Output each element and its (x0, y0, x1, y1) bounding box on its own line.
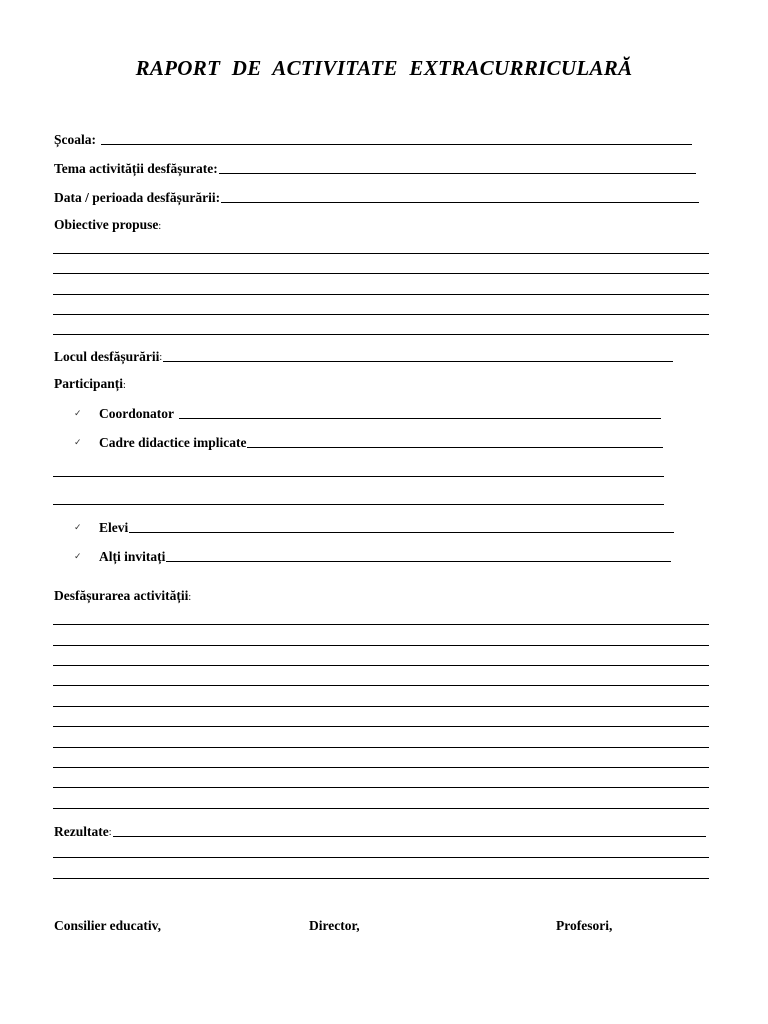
desfasurarea-line-10[interactable] (53, 808, 709, 809)
desfasurarea-line-2[interactable] (53, 645, 709, 646)
desfasurarea-line-5[interactable] (53, 706, 709, 707)
obiective-line-4[interactable] (53, 314, 709, 315)
elevi-blank-line[interactable] (129, 532, 674, 533)
data-blank-line[interactable] (221, 202, 699, 203)
desfasurarea-line-9[interactable] (53, 787, 709, 788)
data-label: Data / perioada desfășurării: (54, 190, 221, 205)
coordonator-blank-line[interactable] (179, 418, 661, 419)
tema-label: Tema activității desfășurate: (54, 161, 218, 176)
desfasurarea-colon: : (188, 592, 192, 603)
desfasurarea-line-4[interactable] (53, 685, 709, 686)
locul-label: Locul desfășurării (54, 349, 160, 364)
data-field (54, 186, 699, 206)
desfasurarea-line-1[interactable] (53, 624, 709, 625)
cadre-line-2[interactable] (53, 476, 664, 477)
elevi-label: Elevi (99, 520, 129, 535)
obiective-line-5[interactable] (53, 334, 709, 335)
desfasurarea-line-8[interactable] (53, 767, 709, 768)
alti-invitati-label: Alți invitați (99, 549, 166, 564)
alti-invitati-field (99, 545, 671, 565)
participanti-label-text: Participanți (54, 376, 123, 391)
coordonator-label: Coordonator (99, 406, 174, 421)
desfasurarea-line-6[interactable] (53, 726, 709, 727)
scoala-label: Școala: (54, 132, 96, 147)
tema-field (54, 157, 696, 177)
participanti-label (54, 376, 126, 392)
locul-field (54, 345, 673, 365)
check-icon: ✓ (74, 551, 82, 561)
obiective-colon: : (158, 221, 162, 232)
obiective-label-text: Obiective propuse (54, 217, 159, 232)
locul-colon: : (159, 352, 163, 363)
rezultate-blank-line[interactable] (113, 836, 706, 837)
signature-profesori: Profesori, (556, 918, 613, 933)
elevi-field (99, 516, 674, 536)
rezultate-line-3[interactable] (53, 878, 709, 879)
alti-invitati-blank-line[interactable] (166, 561, 671, 562)
signature-director: Director, (309, 918, 360, 933)
check-icon: ✓ (74, 437, 82, 447)
rezultate-field (54, 820, 706, 840)
locul-blank-line[interactable] (163, 361, 673, 362)
tema-blank-line[interactable] (219, 173, 696, 174)
cadre-field (99, 431, 663, 451)
obiective-line-2[interactable] (53, 273, 709, 274)
cadre-blank-line[interactable] (247, 447, 663, 448)
desfasurarea-label (54, 588, 191, 604)
cadre-label: Cadre didactice implicate (99, 435, 247, 450)
coordonator-field (99, 402, 661, 422)
participanti-colon: : (123, 380, 126, 391)
obiective-label (54, 217, 161, 233)
signature-consilier: Consilier educativ, (54, 918, 162, 933)
document-title: RAPORT DE ACTIVITATE EXTRACURRICULARĂ (135, 56, 633, 80)
rezultate-line-2[interactable] (53, 857, 709, 858)
check-icon: ✓ (74, 522, 82, 532)
rezultate-label: Rezultate (54, 824, 109, 839)
cadre-line-3[interactable] (53, 504, 664, 505)
check-icon: ✓ (74, 408, 82, 418)
obiective-line-1[interactable] (53, 253, 709, 254)
desfasurarea-label-text: Desfășurarea activității (54, 588, 189, 603)
rezultate-colon: : (108, 827, 112, 838)
scoala-blank-line[interactable] (101, 144, 692, 145)
scoala-field (54, 128, 692, 148)
obiective-line-3[interactable] (53, 294, 709, 295)
desfasurarea-line-3[interactable] (53, 665, 709, 666)
desfasurarea-line-7[interactable] (53, 747, 709, 748)
